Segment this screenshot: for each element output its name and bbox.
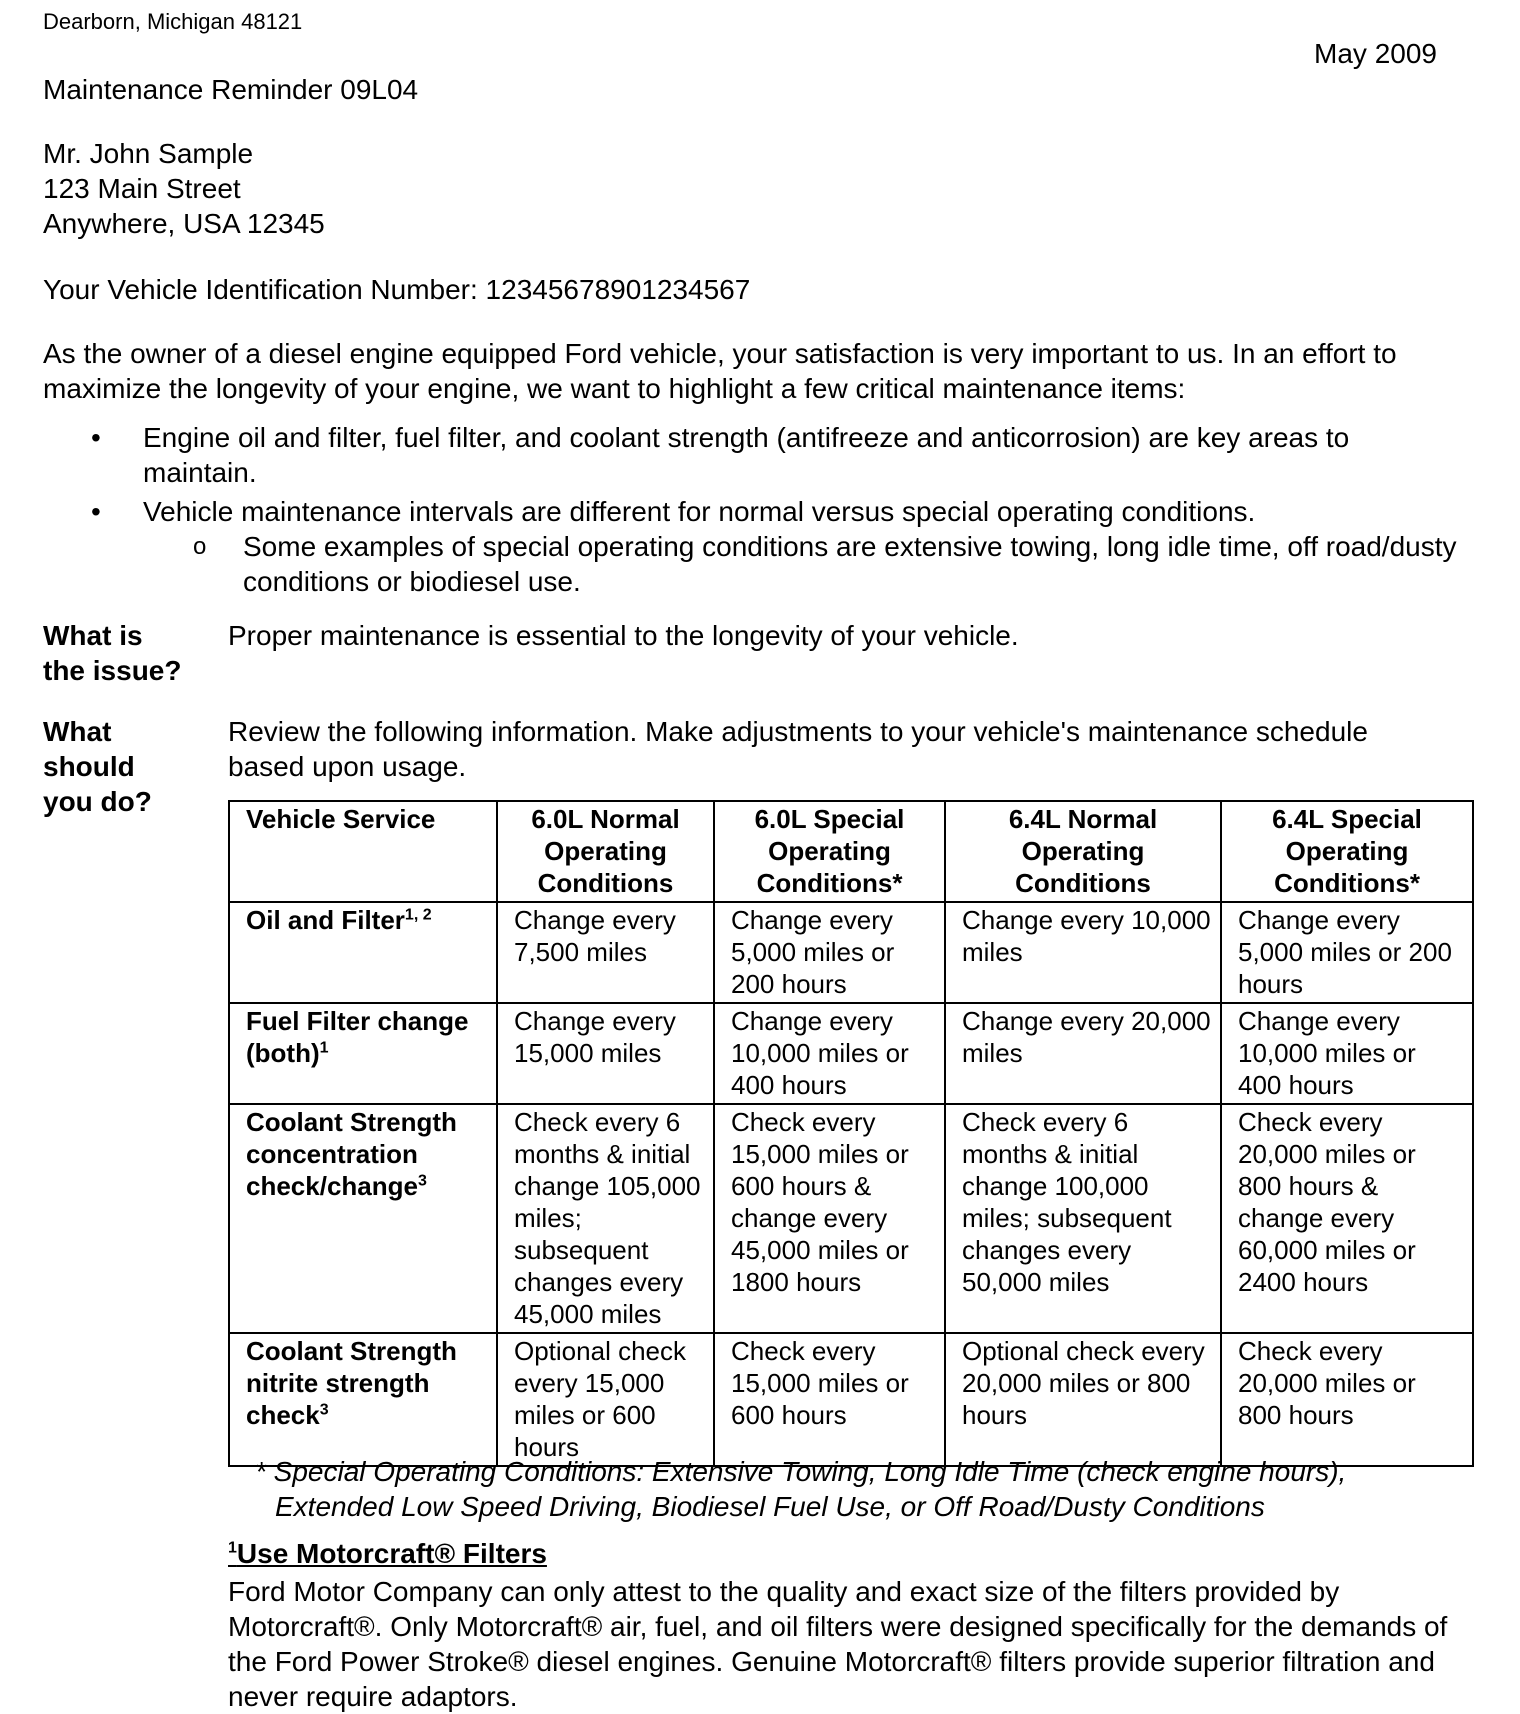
- sub-bullet-icon: o: [193, 533, 207, 560]
- table-cell: Change every 15,000 miles: [497, 1003, 714, 1104]
- service-name-cell: [229, 1104, 497, 1333]
- sender-city: Dearborn, Michigan 48121: [43, 9, 303, 34]
- service-name-cell: [229, 1333, 497, 1466]
- table-cell: Change every 7,500 miles: [497, 902, 714, 1003]
- motorcraft-heading: [228, 1536, 547, 1571]
- column-header: 6.4L Normal Operating Conditions: [945, 801, 1221, 902]
- table-cell: Change every 5,000 miles or 200 hours: [714, 902, 945, 1003]
- column-header: 6.0L Special Operating Conditions*: [714, 801, 945, 902]
- table-cell: Check every 6 months & initial change 105,000 miles; subsequent changes every 45,000 miles: [497, 1104, 714, 1333]
- bullet-icon: •: [91, 496, 101, 527]
- service-name: Coolant Strength concentration check/change: [246, 1107, 457, 1201]
- list-item: [43, 529, 1463, 599]
- table-row: [229, 902, 1473, 1003]
- issue-text: Proper maintenance is essential to the longevity of your vehicle.: [228, 620, 1019, 651]
- intro-paragraph: As the owner of a diesel engine equipped Ford vehicle, your satisfaction is very important to us. In an effort to maximize the longevity of your engine, we want to highlight a few critical maintenance items:: [43, 338, 1397, 404]
- table-cell: Check every 15,000 miles or 600 hours & change every 45,000 miles or 1800 hours: [714, 1104, 945, 1333]
- table-cell: Check every 20,000 miles or 800 hours: [1221, 1333, 1473, 1466]
- table-cell: Check every 6 months & initial change 100,000 miles; subsequent changes every 50,000 miles: [945, 1104, 1221, 1333]
- action-heading-line: should: [43, 751, 135, 782]
- note-line: * Special Operating Conditions: Extensive Towing, Long Idle Time (check engine hours),: [255, 1456, 1347, 1487]
- motorcraft-heading-text: Use Motorcraft® Filters: [236, 1538, 547, 1569]
- issue-heading-line: What is: [43, 620, 143, 651]
- table-cell: Optional check every 15,000 miles or 600 hours: [497, 1333, 714, 1466]
- action-heading-line: What: [43, 716, 112, 747]
- recipient-name: Mr. John Sample: [43, 138, 254, 169]
- footnote-ref: 3: [319, 1401, 329, 1419]
- reminder-number: Maintenance Reminder 09L04: [43, 74, 419, 105]
- bullet-text: Vehicle maintenance intervals are different for normal versus special operating conditions.: [143, 496, 1256, 527]
- service-name: Coolant Strength nitrite strength check: [246, 1336, 457, 1430]
- service-name: Oil and Filter: [246, 905, 405, 935]
- motorcraft-paragraph: Ford Motor Company can only attest to the quality and exact size of the filters provided by Motorcraft®. Only Motorcraft® air, fuel, and oil filters were designed specifically for the demands of the Ford Power Stroke® diesel engines. Genuine Motorcraft® filters provide superior filtration and never require adaptors.: [228, 1576, 1448, 1712]
- bullet-icon: •: [91, 422, 101, 453]
- recipient-street: 123 Main Street: [43, 173, 241, 204]
- special-conditions-note: [255, 1454, 1495, 1524]
- recipient-address: [43, 136, 325, 241]
- table-row: [229, 1003, 1473, 1104]
- action-heading-line: you do?: [43, 786, 152, 817]
- table-cell: Change every 10,000 miles or 400 hours: [1221, 1003, 1473, 1104]
- action-text: Review the following information. Make adjustments to your vehicle's maintenance schedule based upon usage.: [228, 716, 1368, 782]
- bullet-list: [43, 420, 1463, 599]
- table-cell: Optional check every 20,000 miles or 800 hours: [945, 1333, 1221, 1466]
- action-heading: [43, 714, 223, 819]
- vin-line: Your Vehicle Identification Number: 12345678901234567: [43, 274, 751, 305]
- table-cell: Change every 10,000 miles: [945, 902, 1221, 1003]
- column-header: 6.4L Special Operating Conditions*: [1221, 801, 1473, 902]
- note-line: Extended Low Speed Driving, Biodiesel Fuel Use, or Off Road/Dusty Conditions: [275, 1491, 1265, 1522]
- column-header: Vehicle Service: [229, 801, 497, 902]
- footnote-ref: 1, 2: [404, 906, 432, 924]
- list-item: [43, 420, 1463, 490]
- table-cell: Check every 15,000 miles or 600 hours: [714, 1333, 945, 1466]
- column-header: 6.0L Normal Operating Conditions: [497, 801, 714, 902]
- issue-heading: [43, 618, 223, 688]
- service-name-cell: [229, 902, 497, 1003]
- table-cell: Change every 5,000 miles or 200 hours: [1221, 902, 1473, 1003]
- table-row: [229, 1104, 1473, 1333]
- service-name: Fuel Filter change (both): [246, 1006, 469, 1068]
- maintenance-table: [228, 800, 1474, 1467]
- sub-bullet-text: Some examples of special operating conditions are extensive towing, long idle time, off road/dusty conditions or biodiesel use.: [243, 531, 1457, 597]
- table-cell: Change every 10,000 miles or 400 hours: [714, 1003, 945, 1104]
- footnote-ref: 3: [417, 1172, 427, 1190]
- table-cell: Change every 20,000 miles: [945, 1003, 1221, 1104]
- footnote-marker: 1: [228, 1539, 237, 1557]
- table-header-row: [229, 801, 1473, 902]
- footnote-ref: 1: [319, 1039, 329, 1057]
- recipient-city: Anywhere, USA 12345: [43, 208, 325, 239]
- list-item: [43, 494, 1463, 529]
- service-name-cell: [229, 1003, 497, 1104]
- bullet-text: Engine oil and filter, fuel filter, and coolant strength (antifreeze and anticorrosion) are key areas to maintain.: [143, 422, 1350, 488]
- issue-heading-line: the issue?: [43, 655, 182, 686]
- letter-date: May 2009: [1314, 38, 1437, 69]
- table-row: [229, 1333, 1473, 1466]
- table-cell: Check every 20,000 miles or 800 hours & change every 60,000 miles or 2400 hours: [1221, 1104, 1473, 1333]
